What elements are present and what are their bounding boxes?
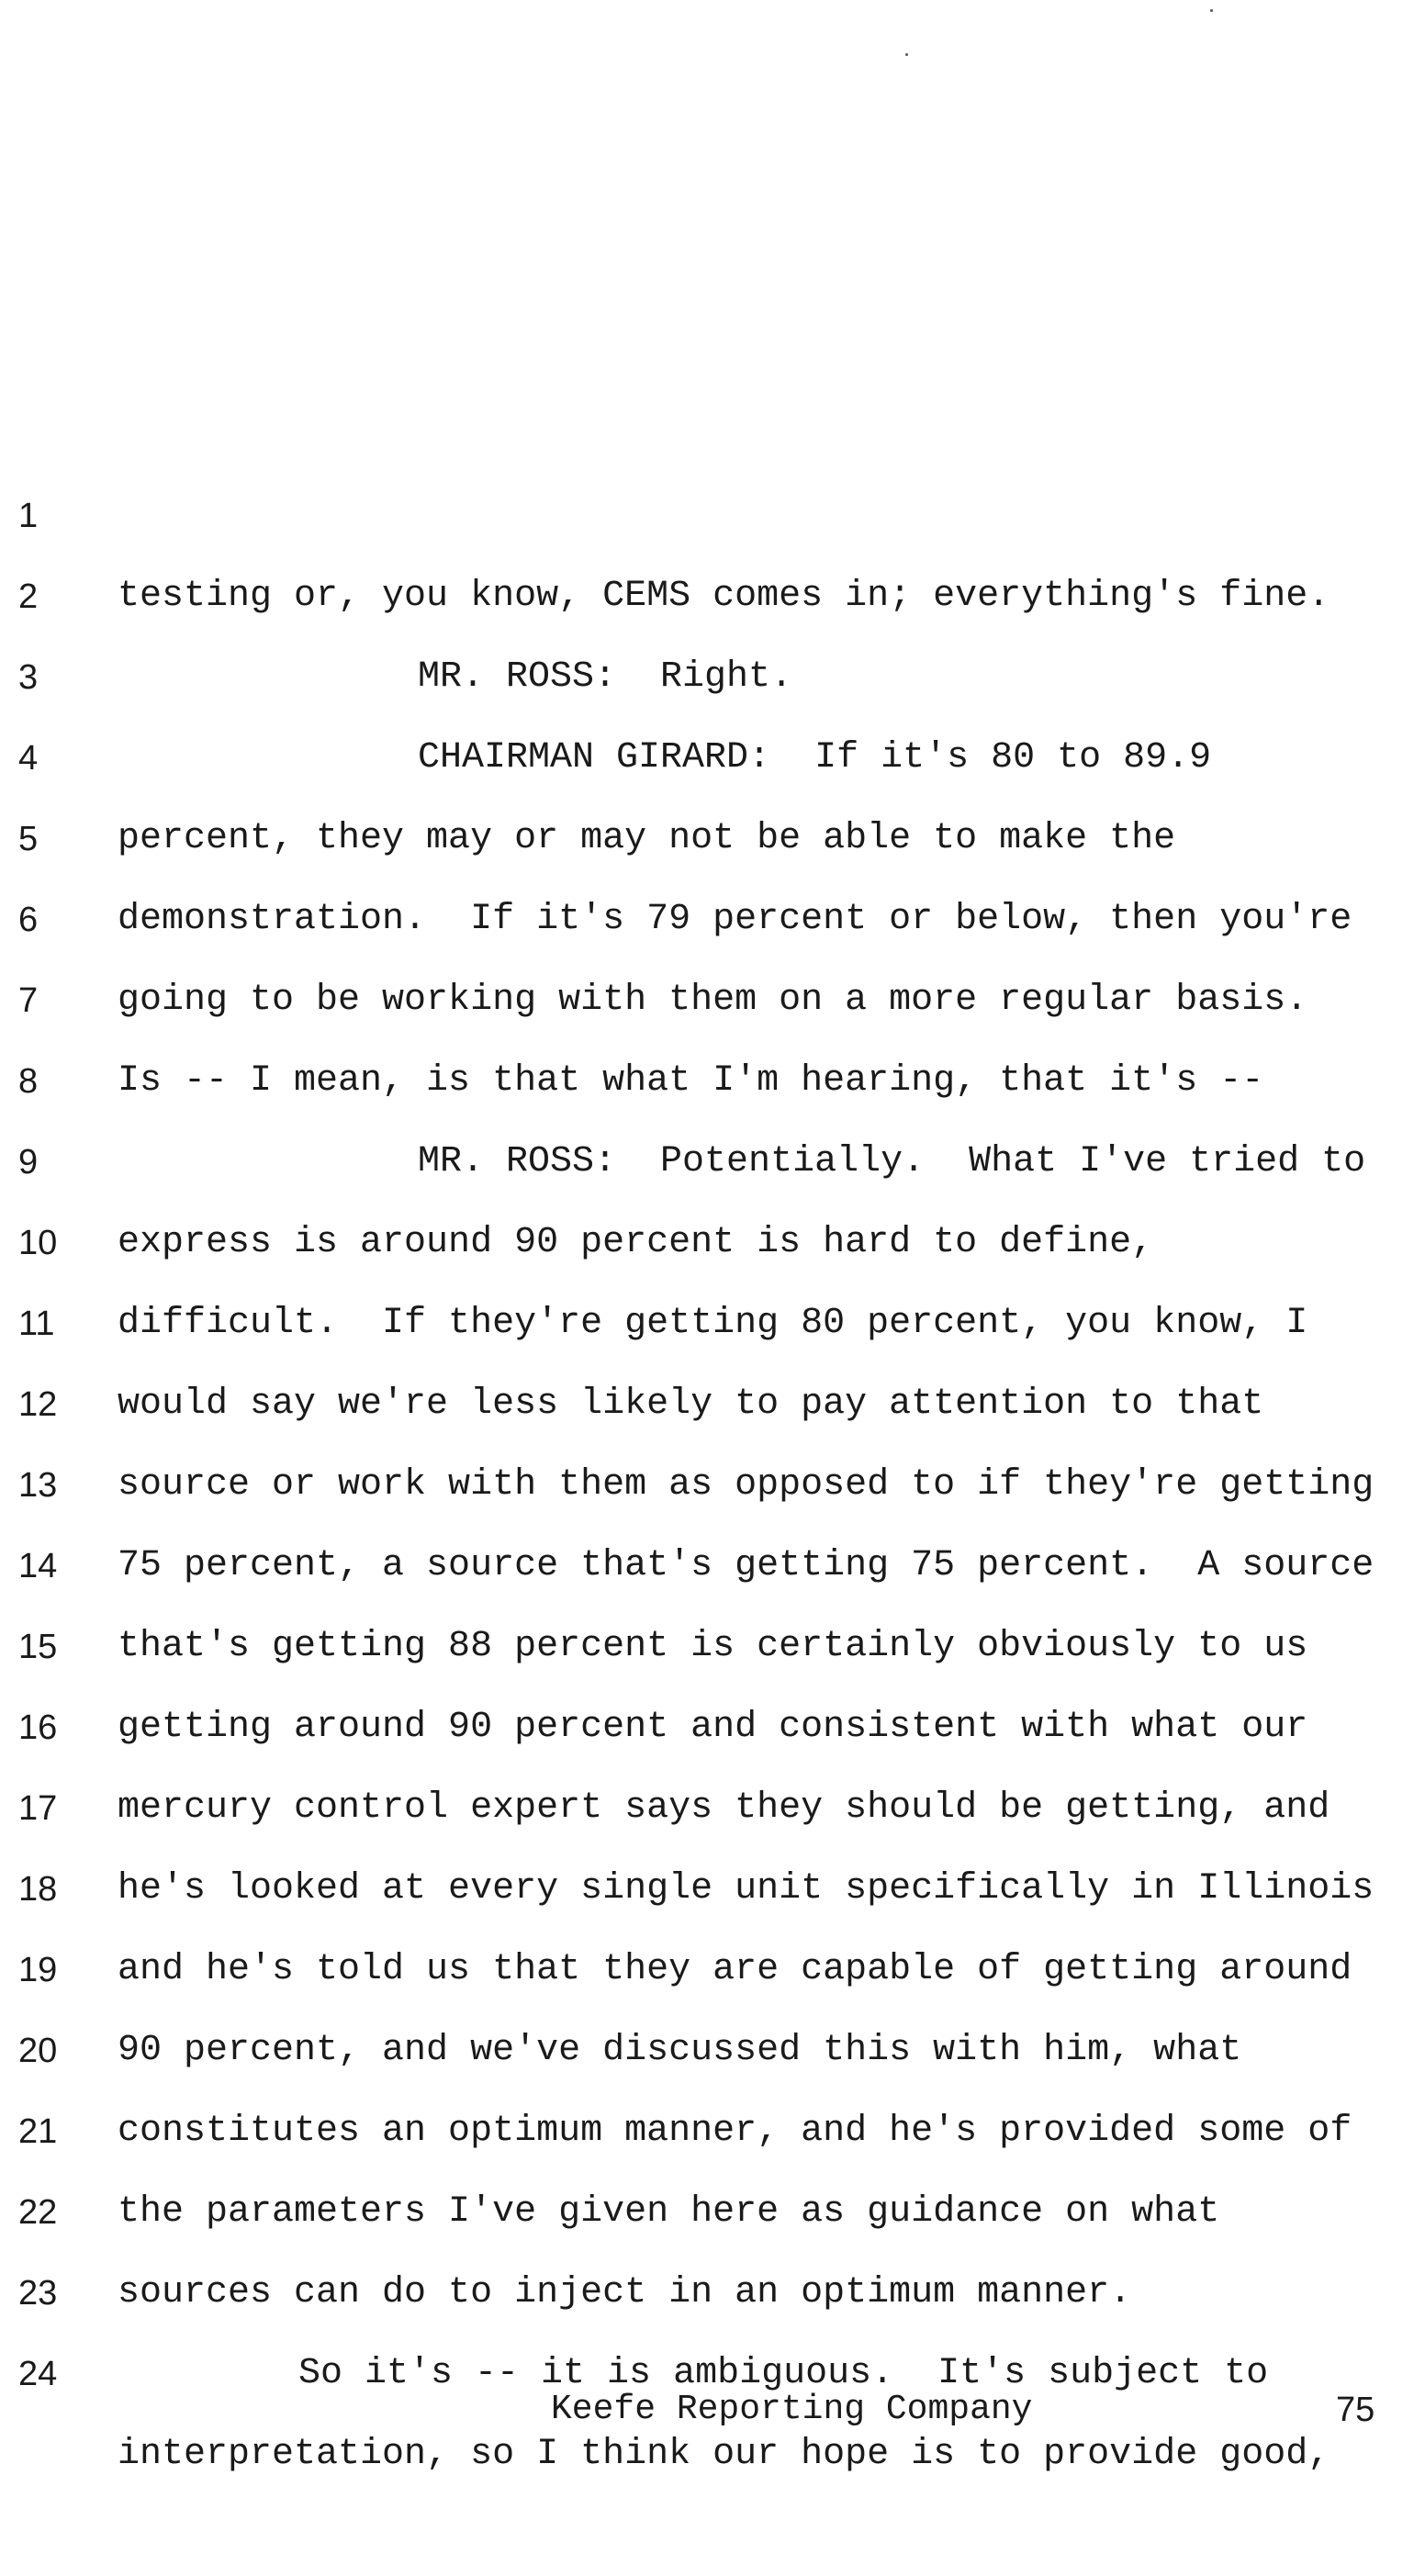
line-text: express is around 90 percent is hard to define, <box>118 1222 1154 1263</box>
line-number: 24 <box>18 2355 58 2393</box>
line-text: 75 percent, a source that's getting 75 percent. A source <box>118 1545 1375 1586</box>
line-text: that's getting 88 percent is certainly obviously to us <box>118 1626 1308 1667</box>
line-text: testing or, you know, CEMS comes in; everything's fine. <box>118 576 1330 617</box>
line-text: Is -- I mean, is that what I'm hearing, that it's -- <box>118 1060 1264 1102</box>
line-text: So it's -- it is ambiguous. It's subject to <box>298 2353 1269 2394</box>
line-text: percent, they may or may not be able to make the <box>118 818 1176 859</box>
scan-speck <box>1210 9 1213 12</box>
line-number: 11 <box>18 1305 55 1343</box>
line-number: 12 <box>18 1385 58 1424</box>
line-number: 8 <box>18 1062 39 1101</box>
line-number: 23 <box>18 2274 58 2313</box>
line-text: the parameters I've given here as guidance on what <box>118 2191 1220 2233</box>
line-text: mercury control expert says they should be getting, and <box>118 1787 1330 1829</box>
reporter-name: Keefe Reporting Company <box>551 2390 1033 2429</box>
line-number: 22 <box>18 2193 58 2232</box>
line-number: 10 <box>18 1224 58 1262</box>
transcript-line <box>0 395 1425 617</box>
line-text: interpretation, so I think our hope is to provide good, <box>118 2434 1330 2475</box>
line-number: 19 <box>18 1951 58 1989</box>
line-text: MR. ROSS: Right. <box>418 656 793 698</box>
line-text: source or work with them as opposed to if they're getting <box>118 1464 1375 1506</box>
line-text: MR. ROSS: Potentially. What I've tried to <box>418 1141 1366 1182</box>
line-number: 2 <box>18 577 39 616</box>
line-text: sources can do to inject in an optimum manner. <box>118 2272 1132 2313</box>
line-number: 6 <box>18 901 39 939</box>
line-number: 1 <box>18 497 39 535</box>
line-number: 16 <box>18 1708 58 1747</box>
line-number: 14 <box>18 1547 58 1585</box>
scan-speck <box>905 53 908 56</box>
line-number: 15 <box>18 1628 58 1666</box>
line-number: 4 <box>18 739 39 778</box>
line-number: 21 <box>18 2112 58 2151</box>
line-number: 5 <box>18 820 39 858</box>
line-number: 13 <box>18 1466 58 1505</box>
page-number: 75 <box>1336 2391 1375 2429</box>
line-number: 7 <box>18 981 39 1020</box>
line-text: getting around 90 percent and consistent with what our <box>118 1707 1308 1748</box>
line-text: CHAIRMAN GIRARD: If it's 80 to 89.9 <box>418 737 1212 778</box>
line-text: would say we're less likely to pay attention to that <box>118 1383 1264 1425</box>
line-text: constitutes an optimum manner, and he's provided some of <box>118 2111 1352 2152</box>
line-number: 3 <box>18 658 39 697</box>
line-text: 90 percent, and we've discussed this with him, what <box>118 2030 1242 2071</box>
line-number: 17 <box>18 1789 58 1828</box>
line-text: he's looked at every single unit specifically in Illinois <box>118 1868 1375 1910</box>
line-text: demonstration. If it's 79 percent or below, then you're <box>118 899 1352 940</box>
line-number: 18 <box>18 1870 58 1909</box>
line-number: 20 <box>18 2032 58 2070</box>
line-text: difficult. If they're getting 80 percent, you know, I <box>118 1303 1308 1344</box>
line-text: going to be working with them on a more regular basis. <box>118 980 1308 1021</box>
line-text: and he's told us that they are capable of getting around <box>118 1949 1352 1990</box>
line-number: 9 <box>18 1143 39 1182</box>
page-footer <box>0 2387 1425 2433</box>
